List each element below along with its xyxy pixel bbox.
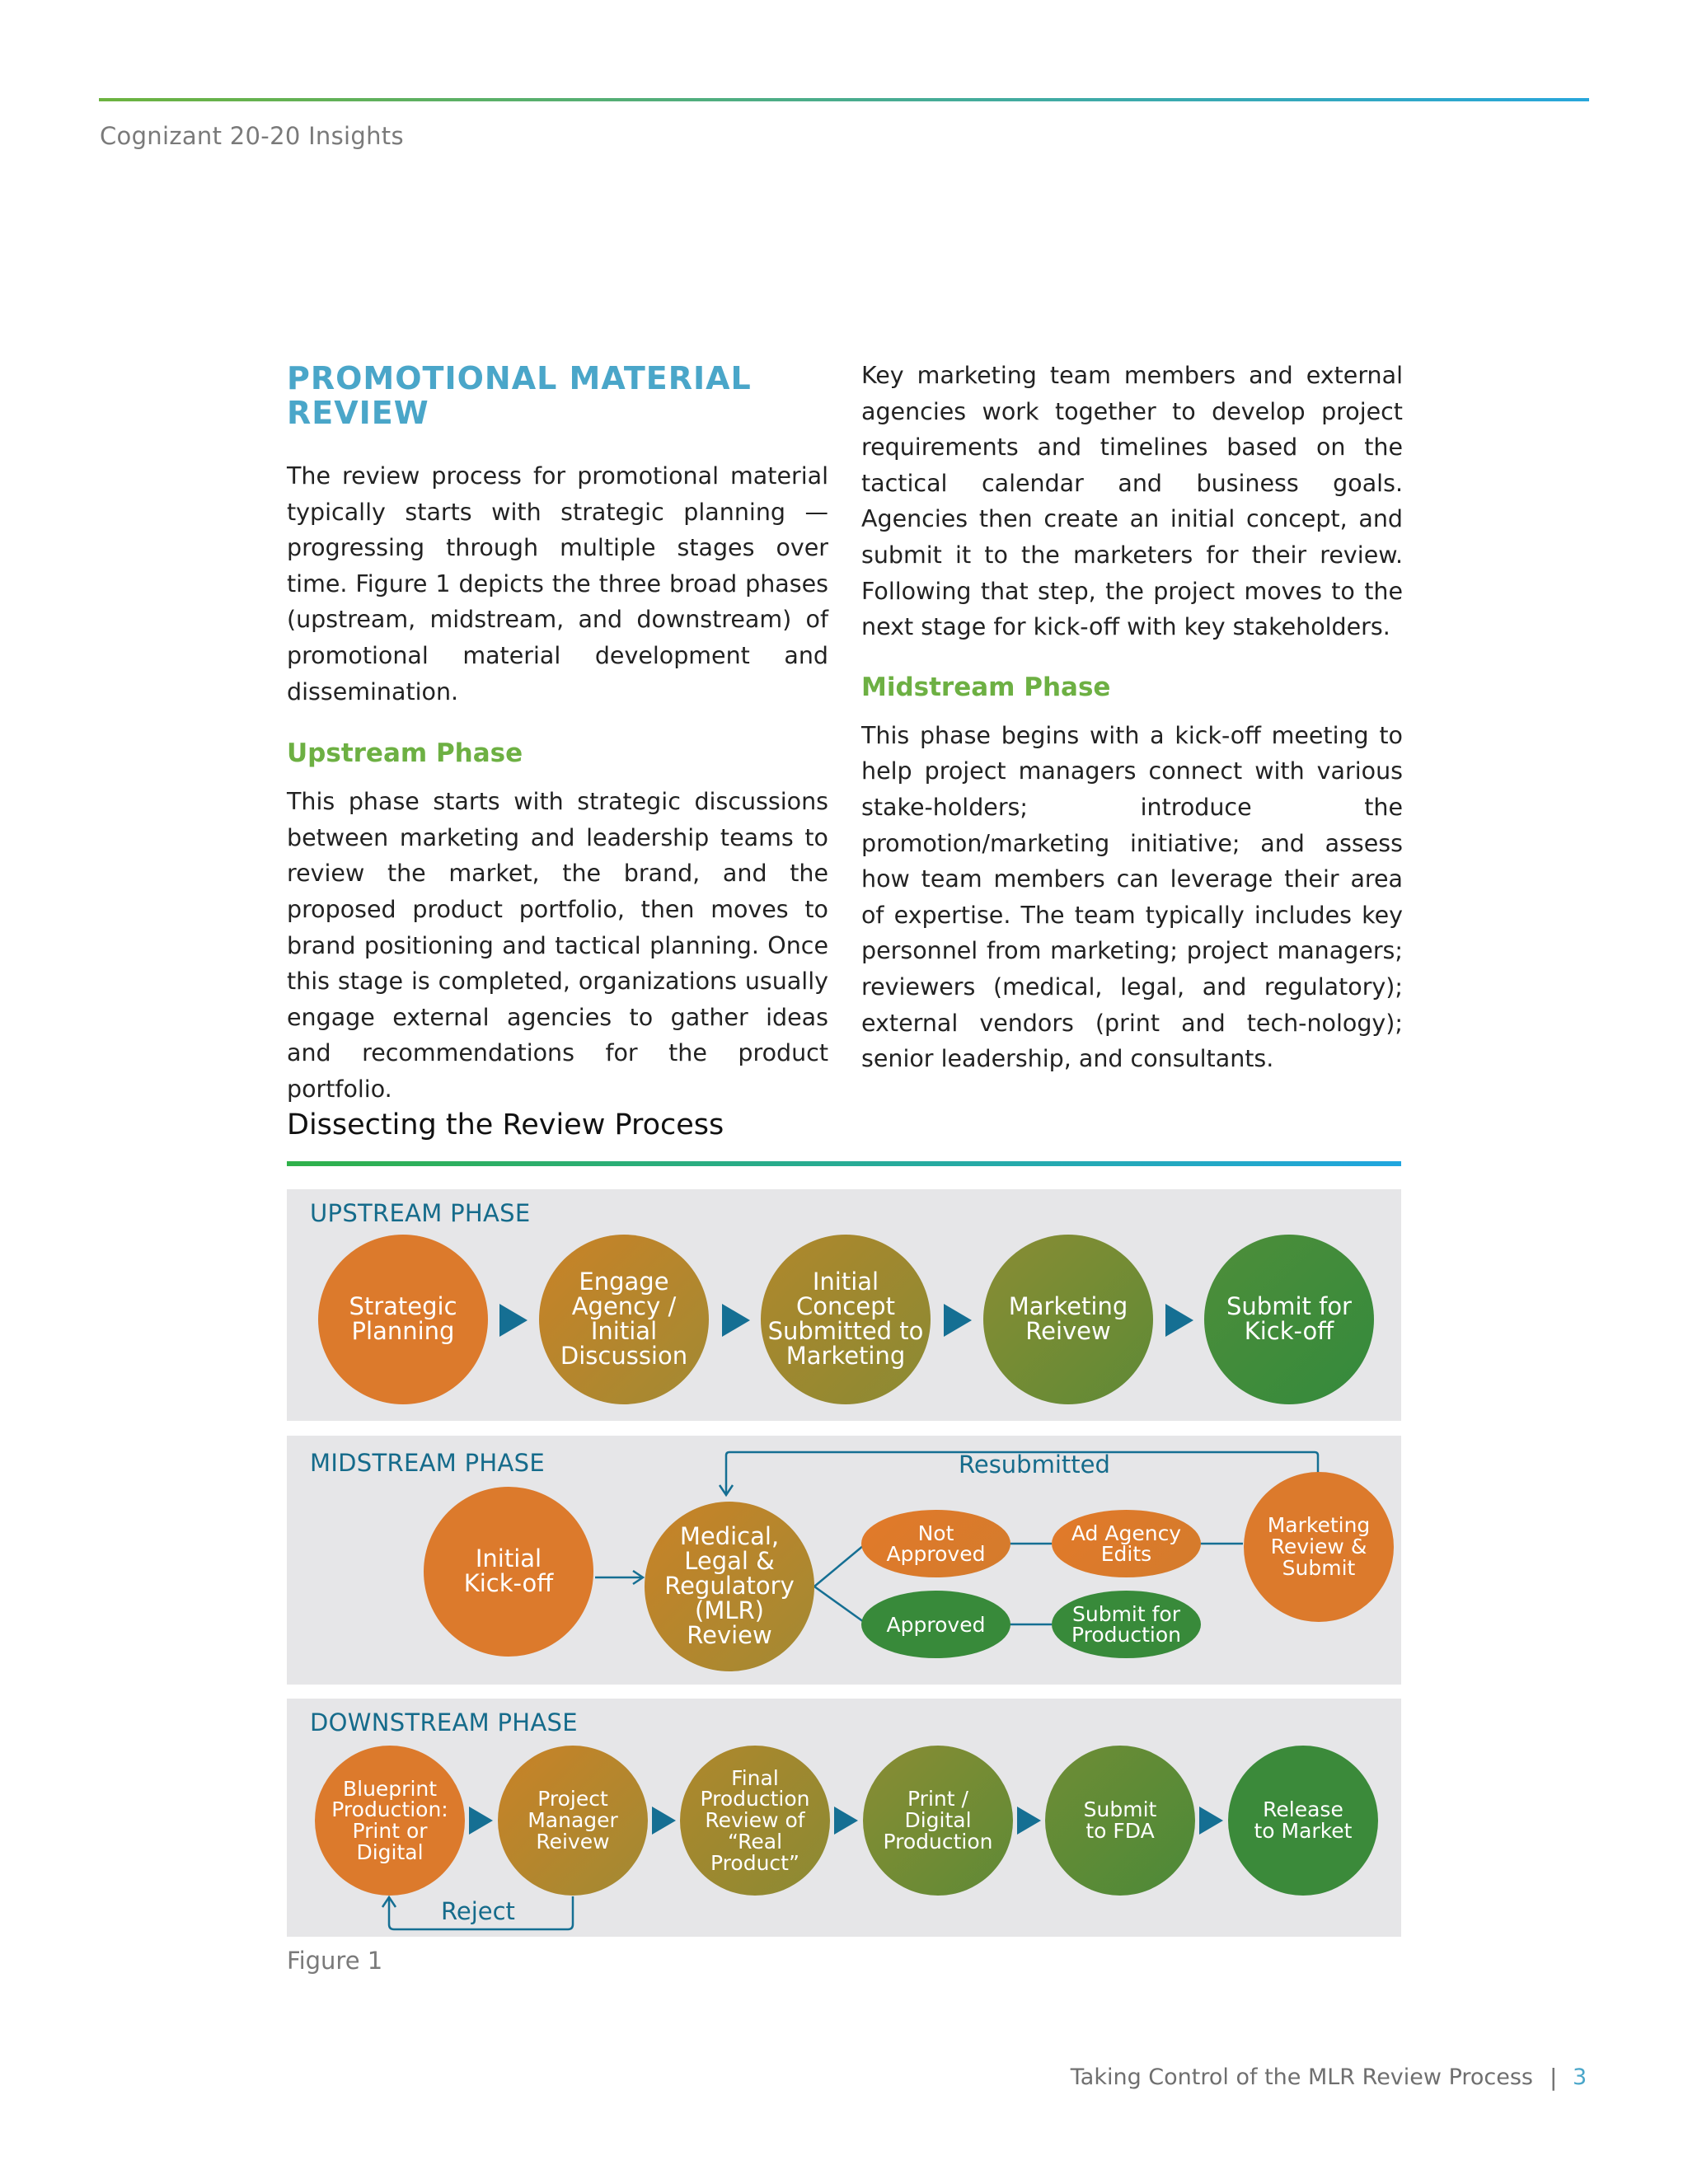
reject-label: Reject xyxy=(441,1897,515,1925)
arrow-icon xyxy=(499,1304,528,1337)
step-final-production-review: Final Production Review of “Real Product” xyxy=(680,1746,830,1896)
submit-for-production: Submit for Production xyxy=(1052,1591,1201,1658)
step-strategic-planning: Strategic Planning xyxy=(318,1235,488,1404)
arrow-icon xyxy=(944,1304,972,1337)
connector-line xyxy=(814,1545,864,1586)
midstream-panel xyxy=(287,1436,1401,1685)
ad-agency-edits: Ad Agency Edits xyxy=(1052,1510,1201,1577)
connector-line xyxy=(814,1586,864,1622)
footer-separator: | xyxy=(1550,2064,1558,2091)
figure-title: Dissecting the Review Process xyxy=(287,1108,724,1141)
not-approved: Not Approved xyxy=(861,1510,1010,1577)
step-initial-concept: Initial Concept Submitted to Marketing xyxy=(761,1235,931,1404)
arrow-icon xyxy=(722,1304,750,1337)
resubmitted-label: Resubmitted xyxy=(959,1451,1110,1479)
section-heading: PROMOTIONAL MATERIAL REVIEW xyxy=(287,360,752,431)
intro-paragraph: The review process for promotional material typically starts with strategic planning — progressing through multiple stages over time. Figure 1 depicts the three broad phases (upstream, midstream, and downstream) of promotional material development and dissemination. xyxy=(287,462,828,705)
step-blueprint-production: Blueprint Production: Print or Digital xyxy=(315,1746,465,1896)
step-print-digital-production: Print / Digital Production xyxy=(863,1746,1013,1896)
step-engage-agency: Engage Agency / Initial Discussion xyxy=(539,1235,709,1404)
arrow-icon xyxy=(469,1807,493,1835)
arrow-icon xyxy=(834,1807,858,1835)
page-number: 3 xyxy=(1573,2064,1587,2090)
arrow-icon xyxy=(1017,1807,1041,1835)
figure-rule xyxy=(287,1161,1401,1166)
footer-title: Taking Control of the MLR Review Process xyxy=(1070,2064,1533,2090)
continuation-paragraph: Key marketing team members and external agencies work together to develop project requirements and timelines based on the tactical calendar and business goals. Agencies then create an initial concept, and submit it to the marketers for their review. Following that step, the project moves to the next stage for kick-off with key stakeholders. xyxy=(861,362,1403,641)
upstream-label: UPSTREAM PHASE xyxy=(310,1199,531,1227)
figure-caption: Figure 1 xyxy=(287,1947,383,1975)
marketing-review-submit: Marketing Review & Submit xyxy=(1244,1472,1394,1622)
right-column xyxy=(861,358,1403,1095)
mlr-review: Medical, Legal & Regulatory (MLR) Review xyxy=(645,1502,814,1671)
publication-name: Cognizant 20-20 Insights xyxy=(100,122,404,150)
approved: Approved xyxy=(861,1591,1010,1658)
upstream-paragraph: This phase starts with strategic discussions between marketing and leadership teams to review the market, the brand, and the proposed product portfolio, then moves to brand positioning and tactical planning. Once this stage is completed, organizations usually engage external agencies to gather ideas and recommendations for the product portfolio. xyxy=(287,788,828,1103)
step-release-to-market: Release to Market xyxy=(1228,1746,1378,1896)
initial-kickoff: Initial Kick-off xyxy=(424,1487,593,1657)
step-marketing-review: Marketing Reivew xyxy=(983,1235,1153,1404)
upstream-heading: Upstream Phase xyxy=(287,738,523,769)
step-submit-kickoff: Submit for Kick-off xyxy=(1204,1235,1374,1404)
midstream-label: MIDSTREAM PHASE xyxy=(310,1449,545,1477)
left-column xyxy=(287,361,828,1126)
header-rule xyxy=(99,98,1589,101)
midstream-heading: Midstream Phase xyxy=(861,672,1111,702)
step-project-manager-review: Project Manager Reivew xyxy=(498,1746,648,1896)
upstream-panel xyxy=(287,1189,1401,1421)
downstream-panel xyxy=(287,1699,1401,1937)
midstream-paragraph: This phase begins with a kick-off meeting to help project managers connect with various stake-holders; introduce the promotion/marketing initiative; and assess how team members can leverage their area of expertise. The team typically includes key personnel from marketing; project managers; reviewers (medical, legal, and regulatory); external vendors (print and tech-nology); senior leadership, and consultants. xyxy=(861,721,1403,1073)
downstream-label: DOWNSTREAM PHASE xyxy=(310,1708,578,1736)
arrow-icon xyxy=(1165,1304,1193,1337)
step-submit-fda: Submit to FDA xyxy=(1045,1746,1195,1896)
arrow-icon xyxy=(1199,1807,1223,1835)
arrow-icon xyxy=(652,1807,676,1835)
